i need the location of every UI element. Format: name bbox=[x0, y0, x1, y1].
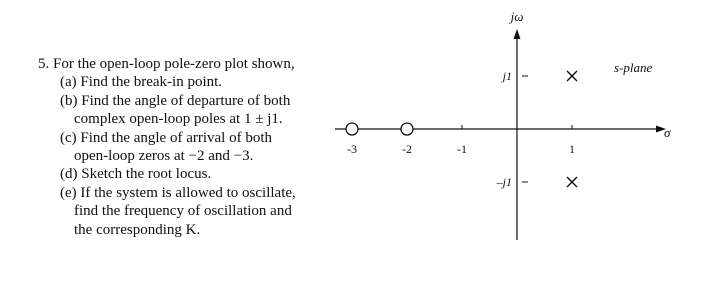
x-tick-label: -2 bbox=[402, 142, 412, 156]
problem-line: (b) Find the angle of departure of both bbox=[60, 92, 291, 109]
problem-line: (e) If the system is allowed to oscillate, bbox=[60, 184, 296, 201]
zero-marker bbox=[401, 123, 413, 135]
x-tick-label: -1 bbox=[457, 142, 467, 156]
y-tick-label: j1 bbox=[502, 69, 512, 83]
problem-line: complex open-loop poles at 1 ± j1. bbox=[74, 111, 283, 128]
problem-line: open-loop zeros at −2 and −3. bbox=[74, 148, 254, 165]
problem-line: find the frequency of oscillation and bbox=[74, 203, 292, 220]
pole-marker bbox=[567, 177, 577, 187]
x-tick-label: -3 bbox=[347, 142, 357, 156]
problem-line: the corresponding K. bbox=[74, 221, 201, 238]
problem-stem: 5. For the open-loop pole-zero plot shown, bbox=[38, 56, 295, 72]
y-tick-label: –j1 bbox=[496, 175, 512, 189]
problem-line: (a) Find the break-in point. bbox=[60, 74, 223, 91]
pole-marker bbox=[567, 71, 577, 81]
zero-marker bbox=[346, 123, 358, 135]
problem-line: (c) Find the angle of arrival of both bbox=[60, 129, 273, 146]
problem-line: (d) Sketch the root locus. bbox=[60, 166, 212, 183]
x-tick-label: 1 bbox=[569, 142, 575, 156]
real-axis-label: σ bbox=[664, 125, 671, 140]
plane-label: s-plane bbox=[614, 60, 653, 75]
imag-axis-label: jω bbox=[510, 9, 524, 24]
imag-axis-arrow bbox=[514, 29, 521, 39]
